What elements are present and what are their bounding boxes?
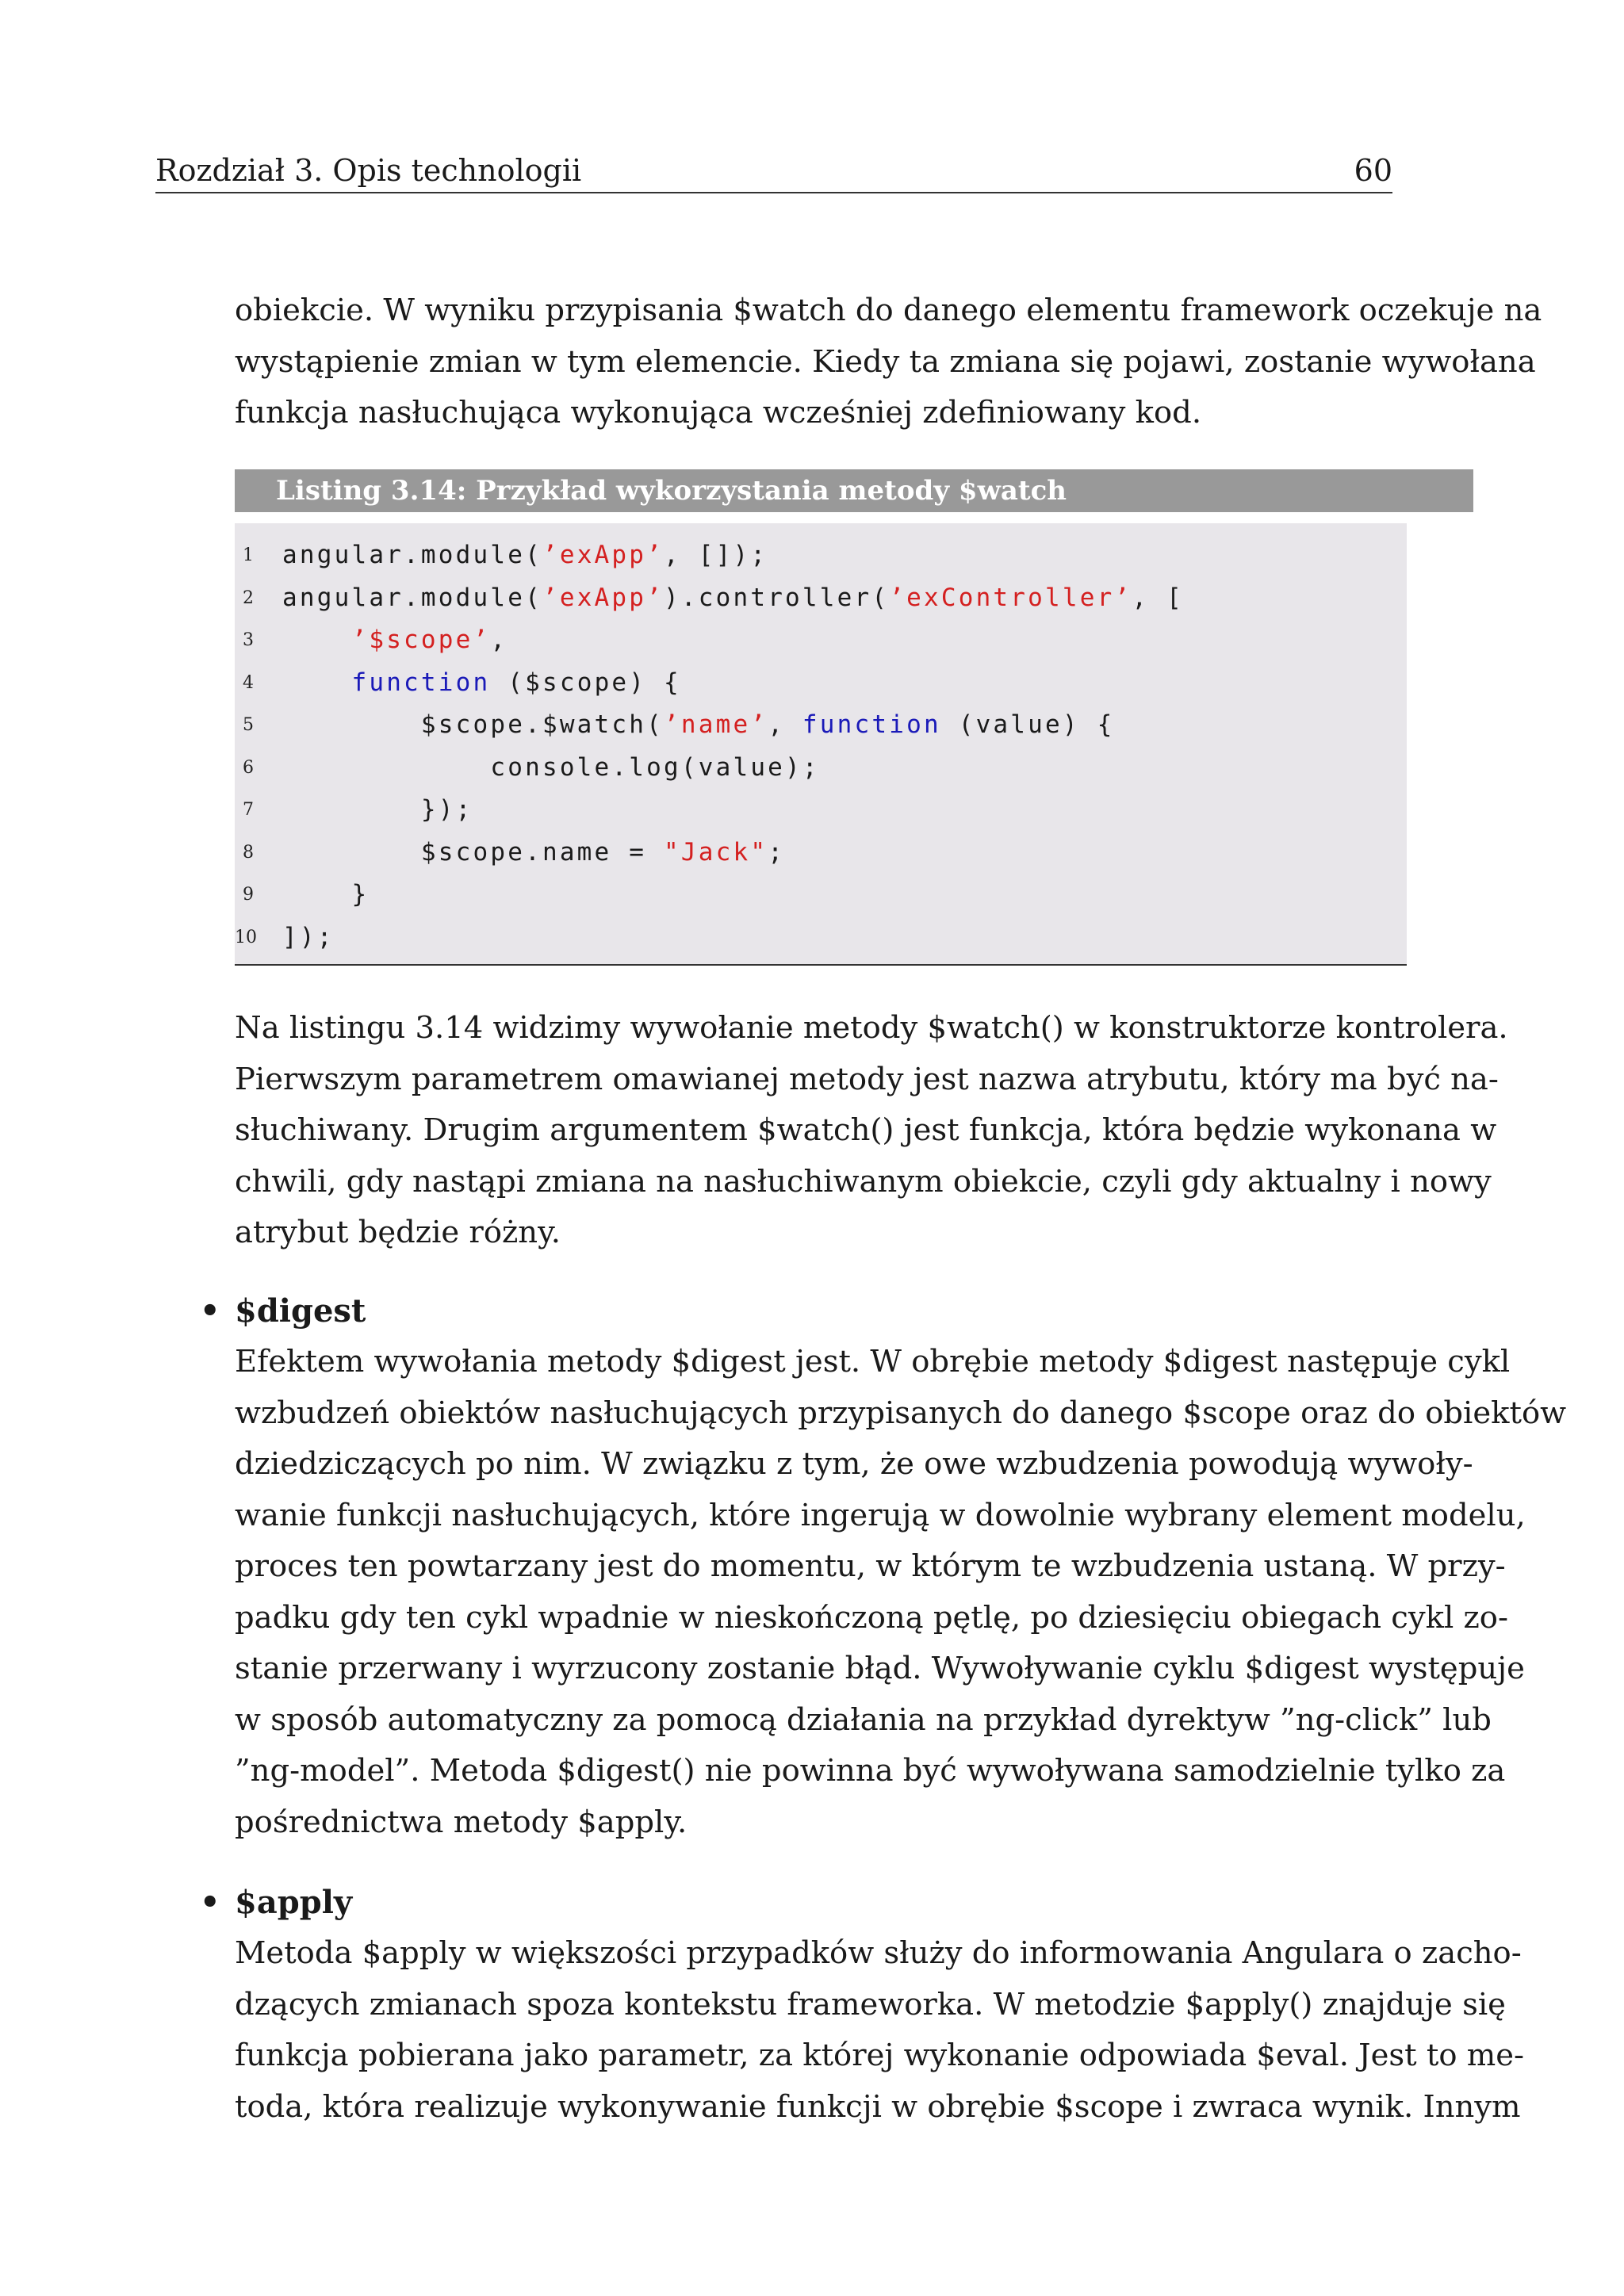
code-plain: $scope.$watch( — [282, 710, 664, 739]
code-text — [282, 662, 681, 705]
code-string: ’exApp’ — [542, 541, 665, 569]
code-line — [235, 916, 1407, 959]
code-plain: , — [490, 626, 508, 654]
text-line: Pierwszym parametrem omawianej metody jest nazwa atrybutu, który ma być na- — [235, 1061, 1499, 1097]
apply-title: $apply — [235, 1884, 353, 1921]
code-listing — [235, 523, 1407, 964]
line-number: 4 — [243, 672, 254, 693]
text-line: Metoda $apply w większości przypadków służy do informowania Angulara o zacho- — [235, 1935, 1522, 1971]
line-number: 8 — [243, 842, 254, 863]
code-plain: , []); — [664, 541, 768, 569]
text-line: Na listingu 3.14 widzimy wywołanie metody $watch() w konstruktorze kontrolera. — [235, 1010, 1508, 1046]
code-line — [235, 577, 1407, 620]
code-text — [282, 534, 768, 577]
bullet-icon: • — [200, 1884, 220, 1921]
code-string: ’exController’ — [889, 583, 1132, 612]
apply-heading — [200, 1877, 352, 1928]
code-plain — [282, 668, 351, 697]
code-line — [235, 619, 1407, 662]
code-line — [235, 832, 1407, 874]
text-line: ”ng-model”. Metoda $digest() nie powinna być wywoływana samodzielnie tylko za — [235, 1753, 1506, 1789]
code-plain: console.log(value); — [282, 752, 820, 782]
code-text — [282, 832, 785, 874]
code-plain — [282, 626, 351, 654]
code-plain: , — [768, 710, 802, 739]
text-line: funkcja pobierana jako parametr, za której wykonanie odpowiada $eval. Jest to me- — [235, 2038, 1525, 2073]
apply-paragraph — [235, 1928, 1525, 2133]
code-plain: $scope.name = — [282, 837, 664, 867]
code-line — [235, 704, 1407, 747]
code-text — [282, 577, 1184, 620]
code-plain: , [ — [1132, 583, 1184, 612]
text-line: proces ten powtarzany jest do momentu, w którym te wzbudzenia ustaną. W przy- — [235, 1548, 1506, 1584]
text-line: padku gdy ten cykl wpadnie w nieskończoną pętlę, po dziesięciu obiegach cykl zo- — [235, 1599, 1508, 1636]
text-line: funkcja nasłuchująca wykonująca wcześniej zdefiniowany kod. — [235, 395, 1202, 430]
code-text — [282, 747, 820, 790]
code-bottom-rule — [235, 964, 1407, 966]
digest-paragraph — [235, 1337, 1567, 1848]
code-text — [282, 789, 473, 832]
line-number: 6 — [243, 757, 254, 778]
code-line — [235, 534, 1407, 577]
line-number: 7 — [243, 800, 254, 820]
text-line: Efektem wywołania metody $digest jest. W obrębie metody $digest następuje cykl — [235, 1344, 1511, 1380]
text-line: dzących zmianach spoza kontekstu frameworka. W metodzie $apply() znajduje się — [235, 1986, 1506, 2022]
code-plain: angular.module( — [282, 541, 542, 569]
code-text — [282, 704, 1114, 747]
line-number: 3 — [243, 630, 254, 650]
intro-paragraph — [235, 285, 1542, 439]
line-number: 10 — [235, 927, 257, 947]
code-text — [282, 874, 369, 916]
listing-explanation-paragraph — [235, 1003, 1508, 1259]
code-line — [235, 662, 1407, 705]
code-plain: angular.module( — [282, 583, 542, 612]
code-text — [282, 916, 335, 959]
code-line — [235, 747, 1407, 790]
code-string: ’$scope’ — [351, 626, 491, 654]
line-number: 9 — [243, 885, 254, 905]
code-plain: ($scope) { — [490, 668, 681, 697]
code-plain: ).controller( — [664, 583, 890, 612]
text-line: wzbudzeń obiektów nasłuchujących przypisanych do danego $scope oraz do obiektów — [235, 1395, 1567, 1431]
code-plain: }); — [282, 795, 473, 824]
text-line: atrybut będzie różny. — [235, 1215, 561, 1250]
code-plain: ; — [768, 837, 786, 867]
code-plain: ]); — [282, 922, 335, 951]
code-keyword: function — [802, 710, 941, 739]
line-number: 2 — [243, 587, 254, 608]
text-line: pośrednictwa metody $apply. — [235, 1804, 688, 1840]
text-line: stanie przerwany i wyrzucony zostanie błąd. Wywoływanie cyklu $digest występuje — [235, 1651, 1525, 1686]
text-line: toda, która realizuje wykonywanie funkcji w obrębie $scope i zwraca wynik. Innym — [235, 2088, 1521, 2125]
code-plain: } — [282, 880, 370, 909]
code-string: ’exApp’ — [542, 583, 665, 612]
bullet-icon: • — [200, 1292, 220, 1330]
code-string: ’name’ — [664, 710, 768, 739]
line-number: 1 — [243, 545, 254, 565]
listing-caption: Listing 3.14: Przykład wykorzystania metody $watch — [235, 469, 1473, 512]
digest-heading — [200, 1286, 366, 1337]
code-line — [235, 874, 1407, 916]
page-number: 60 — [1354, 153, 1392, 188]
header-rule — [155, 192, 1392, 193]
text-line: słuchiwany. Drugim argumentem $watch() jest funkcja, która będzie wykonana w — [235, 1112, 1497, 1148]
line-number: 5 — [243, 715, 254, 735]
text-line: w sposób automatyczny za pomocą działania na przykład dyrektyw ”ng-click” lub — [235, 1701, 1492, 1738]
running-header — [155, 151, 1392, 190]
text-line: obiekcie. W wyniku przypisania $watch do danego elementu framework oczekuje na — [235, 293, 1542, 328]
digest-title: $digest — [235, 1292, 366, 1330]
text-line: dziedziczących po nim. W związku z tym, że owe wzbudzenia powodują wywoły- — [235, 1446, 1473, 1482]
text-line: wystąpienie zmian w tym elemencie. Kiedy ta zmiana się pojawi, zostanie wywołana — [235, 343, 1536, 380]
code-keyword: function — [351, 668, 491, 697]
code-string: "Jack" — [664, 837, 768, 867]
code-plain: (value) { — [940, 710, 1115, 739]
chapter-title: Rozdział 3. Opis technologii — [155, 153, 582, 188]
code-text — [282, 619, 508, 662]
text-line: chwili, gdy nastąpi zmiana na nasłuchiwanym obiekcie, czyli gdy aktualny i nowy — [235, 1163, 1492, 1200]
text-line: wanie funkcji nasłuchujących, które ingerują w dowolnie wybrany element modelu, — [235, 1497, 1526, 1533]
code-line — [235, 789, 1407, 832]
